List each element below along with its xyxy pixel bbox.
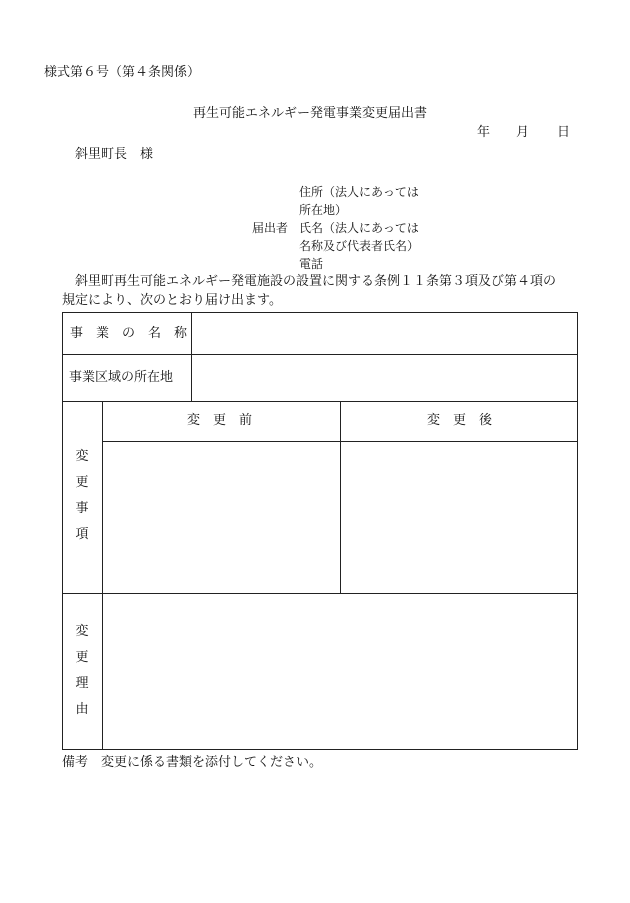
- address-label-2: 所在地）: [299, 203, 348, 217]
- change-items-label: [62, 444, 102, 548]
- change-items-char: 事: [75, 501, 89, 516]
- after-change-field[interactable]: [344, 445, 574, 589]
- change-items-char: 項: [75, 527, 89, 542]
- phone-label: 電話: [299, 257, 324, 271]
- table-divider: [102, 401, 103, 750]
- table-divider: [62, 593, 578, 594]
- date-day-label: 日: [557, 125, 571, 140]
- before-change-header: 変 更 前: [187, 413, 253, 428]
- change-reason-char: 変: [75, 624, 89, 639]
- name-label-2: 名称及び代表者氏名）: [299, 239, 420, 253]
- change-items-char: 更: [75, 475, 89, 490]
- change-items-char: 変: [75, 449, 89, 464]
- date-month-label: 月: [516, 125, 530, 140]
- name-label: 氏名（法人にあっては: [299, 221, 419, 235]
- table-divider: [340, 401, 341, 593]
- address-label: 住所（法人にあっては: [299, 185, 419, 199]
- applicant-role-label: 届出者: [252, 221, 289, 235]
- project-name-field[interactable]: [198, 313, 574, 353]
- project-location-field[interactable]: [198, 355, 574, 400]
- change-reason-field[interactable]: [106, 597, 574, 746]
- before-change-field[interactable]: [106, 445, 336, 589]
- change-reason-char: 由: [75, 702, 89, 717]
- table-divider: [62, 401, 578, 402]
- change-reason-char: 理: [75, 676, 89, 691]
- document-title: 再生可能エネルギー発電事業変更届出書: [193, 106, 428, 121]
- date-year-label: 年: [477, 125, 491, 140]
- project-name-label: 事 業 の 名 称: [70, 326, 188, 341]
- table-divider: [191, 312, 192, 401]
- remarks-note: 備考 変更に係る書類を添付してください。: [62, 755, 323, 770]
- change-reason-char: 更: [75, 650, 89, 665]
- body-text-line-1: 斜里町再生可能エネルギー発電施設の設置に関する条例１１条第３項及び第４項の: [75, 274, 557, 289]
- change-reason-label: [62, 619, 102, 723]
- after-change-header: 変 更 後: [427, 413, 493, 428]
- project-location-label: 事業区域の所在地: [69, 370, 174, 385]
- addressee: 斜里町長 様: [75, 147, 154, 162]
- body-text-line-2: 規定により、次のとおり届け出ます。: [62, 293, 282, 308]
- form-number: 様式第６号（第４条関係）: [44, 65, 201, 80]
